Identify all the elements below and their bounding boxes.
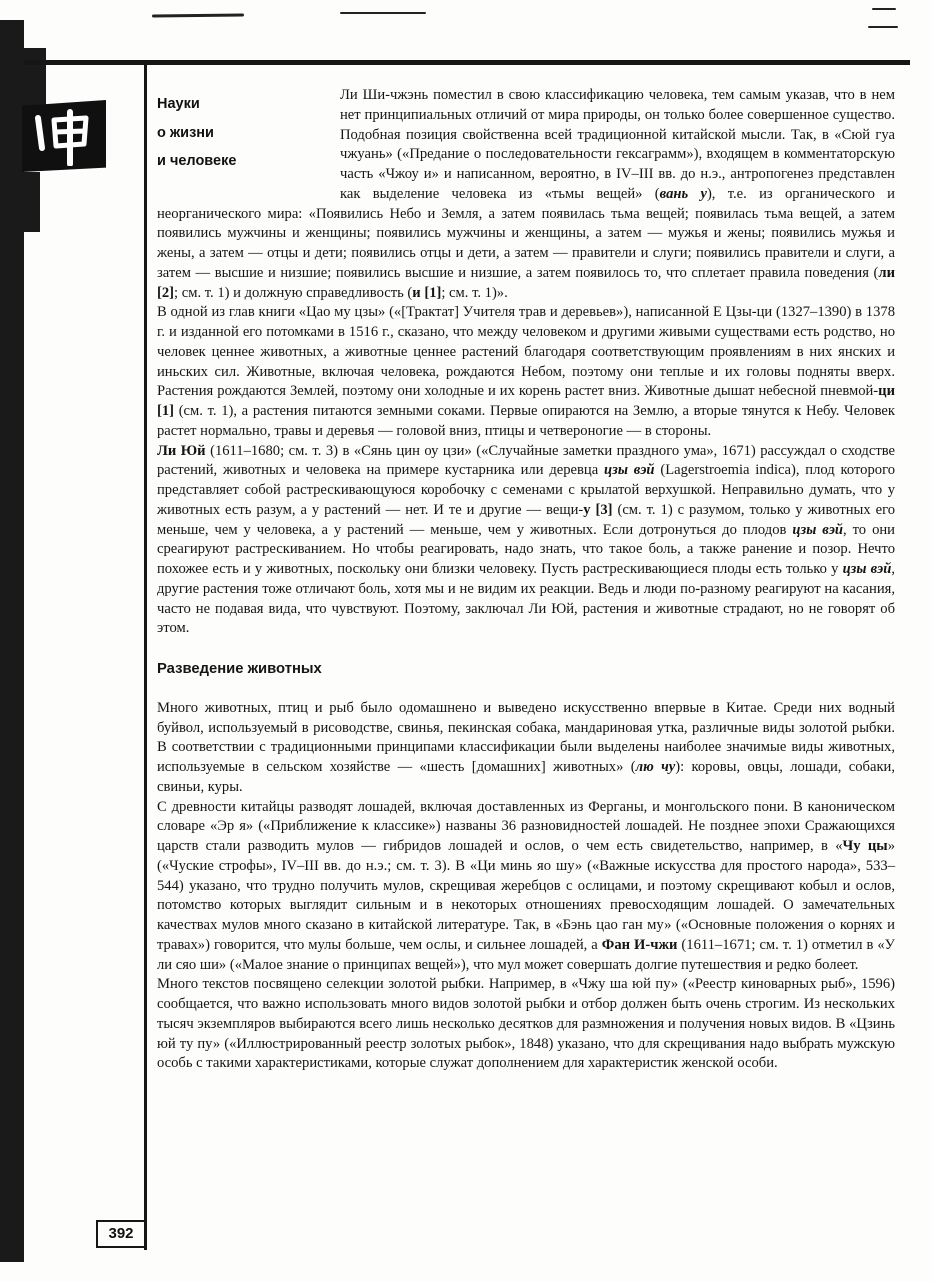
jia-glyph-icon: [30, 108, 100, 166]
term-bold: у [3]: [583, 501, 613, 518]
term-bold: ци [1]: [157, 383, 895, 419]
rubric-line: Науки: [157, 96, 200, 112]
term-bold: и [1]: [412, 284, 442, 301]
main-text: [157, 86, 895, 1074]
paragraph: [157, 798, 895, 976]
margin-bar-top: [14, 48, 46, 108]
term-bold: ли [2]: [157, 264, 895, 301]
text-run: (см. т. 1) с разумом, только у животных его меньше, чем у человека, а у растений — меньше, чем у животных. Если дотронуться до плодов: [157, 501, 895, 538]
text-run: Ли Ши-чжэнь поместил в свою классификацию человека, тем самым указав, что в нем нет принципиальных отличий от мира природы, он только более совершенное существо. Подобная позиция свойственна всей традиционной китайской мысли. Так, в «Сюй гуа чжуань» («Предание о последовательности гексаграмм»), входящем в комментаторскую часть «Чжоу и» и написанном, вероятно, в IV–III вв. до н.э., антропогенез представлен как выделение человека из «тьмы вещей» (: [340, 87, 895, 202]
text-run: , другие растения тоже отличают боль, хотя мы и не видим их реакции. Ведь и люди по-разному реагируют на касания, часто не подавая вида, что чувствуют. Поэтому, заключал Ли Юй, растения и животные страдают, но не говорят об этом.: [157, 561, 895, 637]
paragraph: [157, 975, 895, 1074]
margin-bar: [0, 20, 24, 1262]
scan-mark: [868, 26, 898, 28]
text-run: ; см. т. 1) и должную справедливость (: [174, 284, 413, 301]
term-italic: лю чу: [635, 759, 676, 775]
text-run: ): коровы, овцы, лошади, собаки, свиньи, куры.: [157, 759, 896, 795]
chapter-glyph-badge: [22, 100, 106, 172]
rubric-line: о жизни: [157, 124, 214, 141]
term-italic: цзы вэй: [842, 561, 892, 577]
text-run: С древности китайцы разводят лошадей, включая доставленных из Ферганы, и монгольского пони. В каноническом словаре «Эр я» («Приближение к классике») названы 36 разновидностей лошадей. Не позднее эпохи Сражающихся царств стали разводить мулов — гибридов лошадей и ослов, о чем есть свидетельство, например, в «: [157, 798, 895, 854]
text-run: ), т.е. из органического и неорганического мира: «Появились Небо и Земля, а затем появилась тьма вещей; появилась тьма вещей, а затем появились мужчины и женщины; появились мужчины и женщины, а затем — мужья и жены; появились мужья и жены, а затем — отцы и дети; появились отцы и дети, а затем — правители и слуги; появились правители и слуги, а затем — высшие и низшие; появились высшие и низшие, а затем появилось то, что сплетает правила поведения (: [157, 185, 895, 281]
term-bold: Фан И-чжи: [601, 936, 678, 953]
text-run: (см. т. 1), а растения питаются земными соками. Первые опираются на Землю, а вторые тянутся к Небу. Человек растет нормально, травы и деревья — головой вниз, птицы и четвероногие — в стороны.: [157, 403, 895, 439]
heading-spacer: [157, 86, 340, 202]
page-frame-left: [144, 64, 147, 1250]
scan-mark: [872, 8, 896, 10]
scan-mark: [340, 12, 426, 14]
term-italic: цзы вэй: [604, 462, 655, 479]
paragraph: [157, 699, 895, 798]
rubric-line: и человеке: [157, 153, 237, 169]
text-run: Много животных, птиц и рыб было одомашнено и выведено искусственно впервые в Китае. Среди них водный буйвол, используемый в рисоводстве, свинья, пекинская собака, мандариновая утка, различные виды золотой рыбки. В соответствии с традиционными принципами классификации были выделены наиболее значимые виды животных, используемые в сельском хозяйстве — «шесть [домашних] животных» (: [157, 699, 895, 775]
margin-bar-tail: [24, 172, 40, 232]
text-run: В одной из глав книги «Цао му цзы» («[Трактат] Учителя трав и деревьев»), написанной Е Цзы-ци (1327–1390) в 1378 г. и изданной его потомками в 1516 г., сказано, что между человеком и другими живыми существами есть родство, но человек ценнее животных, а животные ценнее растений благодаря соответствующим проявлениям в них янских и иньских сил. Животные, включая человека, рождаются Небом, поэтому они теплые и их головы подняты вверх. Растения рождаются Землей, поэтому они холодные и их корень растет вниз. Животные дышат небесной пневмой-: [157, 304, 895, 400]
term-bold: Чу цы: [842, 838, 888, 854]
page-number: 392: [96, 1220, 144, 1248]
page-frame-top: [24, 60, 910, 65]
text-run: , то они среагируют растрескиванием. Но чтобы реагировать, надо знать, что такое боль, а также ранение и позор. Нечто похожее есть и у животных, поскольку они близки человеку. Пусть растрескивающиеся плоды есть только у: [157, 521, 895, 577]
paragraph: [157, 442, 895, 640]
section-title: Разведение животных: [157, 661, 322, 677]
text-run: » («Чуские строфы», IV–III вв. до н.э.; см. т. 3). В «Ци минь яо шу» («Важные искусства для простого народа», 533–544) указано, что трудно получить мулов, скрещивая жеребцов с ослицами, и поэтому скрещивают кобыл и ослов, потомство которых выглядит сильным и в некоторых отношениях превосходящим лошадей. О замечательных качествах мулов много сказано в китайской литературе. Так, в «Бэнь цао ган му» («Основные положения о корнях и травах») говорится, что мулы больше, чем ослы, и сильнее лошадей, а: [157, 838, 895, 953]
text-run: (1611–1680; см. т. 3) в «Сянь цин оу цзи» («Случайные заметки праздного ума», 1671) рассуждал о сходстве растений, животных и человека на примере кустарника или деревца: [157, 442, 895, 479]
term-italic: вань у: [659, 185, 707, 202]
text-run: (1611–1671; см. т. 1) отметил в «У ли сяо ши» («Малое знание о принципах вещей»), что мул может совершать долгие путешествия и редко болеет.: [157, 936, 895, 973]
text-run: (Lagerstroemia indica), плод которого представляет собой растрескивающуюся коробочку с семенами с крылатой верхушкой. Неправильно думать, что у животных есть разум, а у растений — нет. И те и другие — вещи-: [157, 462, 895, 518]
scan-mark: [152, 14, 244, 18]
text-run: Много текстов посвящено селекции золотой рыбки. Например, в «Чжу ша юй пу» («Реестр киноварных рыб», 1596) сообщается, что важно использовать много видов золотой рыбки и отбор должен быть очень строгим. Из нескольких тысяч экземпляров выбираются всего лишь несколько десятков для размножения и получения новых видов. В «Цзинь юй ту пу» («Иллюстрированный реестр золотых рыбок», 1848) указано, что для скрещивания надо выбрать мужскую особь с такими характеристиками, которые служат дополнением для характеристик женской особи.: [157, 976, 895, 1072]
term-italic: цзы вэй: [792, 521, 843, 538]
paragraph: [157, 303, 895, 441]
text-run: ; см. т. 1)».: [441, 284, 508, 301]
term-bold: Ли Юй: [157, 442, 206, 459]
